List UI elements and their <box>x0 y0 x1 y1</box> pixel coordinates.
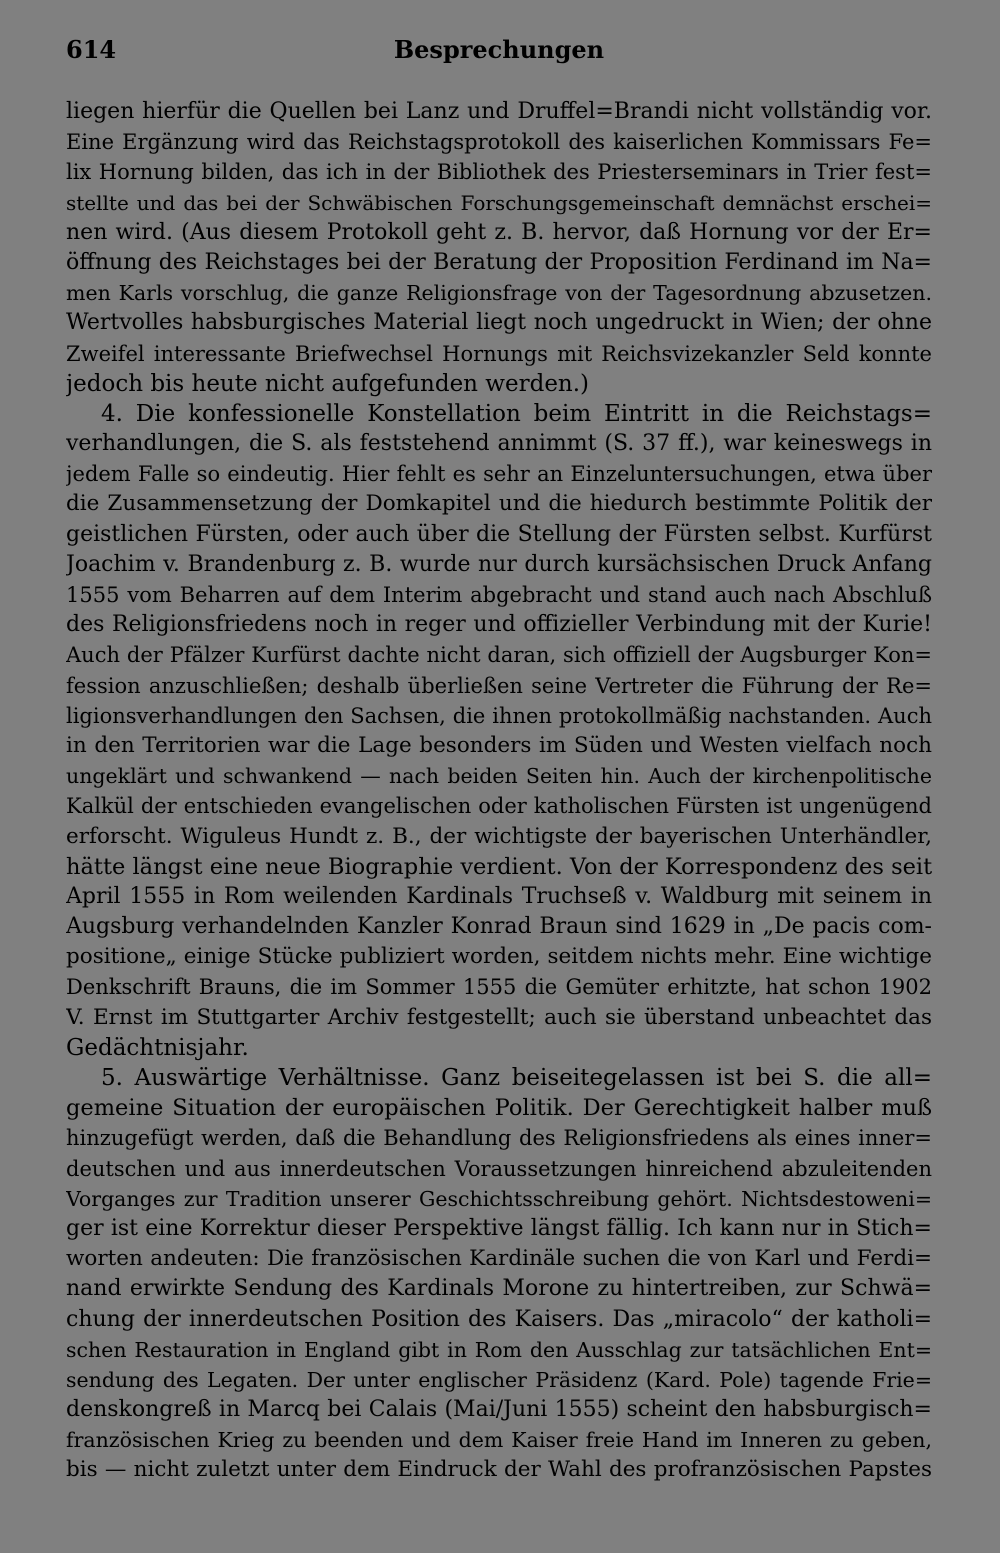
text-line: ungeklärt und schwankend — nach beiden Seiten hin. Auch der kirchenpolitische <box>66 764 932 789</box>
text-line: jedoch bis heute nicht aufgefunden werden.) <box>66 370 590 397</box>
text-line: erforscht. Wiguleus Hundt z. B., der wichtigste der bayerischen Unterhändler, <box>66 823 932 849</box>
text-line: nen wird. (Aus diesem Protokoll geht z. B. hervor, daß Hornung vor der Er= <box>66 219 932 245</box>
text-line: liegen hierfür die Quellen bei Lanz und Druffel=Brandi nicht vollständig vor. <box>66 99 932 124</box>
text-line: men Karls vorschlug, die ganze Religionsfrage von der Tagesordnung abzusetzen. <box>66 281 932 306</box>
text-line: Joachim v. Brandenburg z. B. wurde nur durch kursächsischen Druck Anfang <box>66 551 932 577</box>
section-heading-line: 4. Die konfessionelle Konstellation beim Eintritt in die Reichstags= <box>101 400 932 427</box>
text-line: Kalkül der entschieden evangelischen oder katholischen Fürsten ist ungenügend <box>66 794 932 819</box>
text-line: Wertvolles habsburgisches Material liegt noch ungedruckt in Wien; der ohne <box>66 310 932 336</box>
text-line: Denkschrift Brauns, die im Sommer 1555 die Gemüter erhitzte, hat schon 1902 <box>66 975 932 1000</box>
text-line: Eine Ergänzung wird das Reichstagsprotokoll des kaiserlichen Kommissars Fe= <box>66 130 932 155</box>
section-heading-line: 5. Auswärtige Verhältnisse. Ganz beiseitegelassen ist bei S. die all= <box>101 1065 932 1091</box>
text-line: worten andeuten: Die französischen Kardinäle suchen die von Karl und Ferdi= <box>66 1246 932 1272</box>
text-line: in den Territorien war die Lage besonders im Süden und Westen vielfach noch <box>66 732 932 758</box>
text-line: bis — nicht zuletzt unter dem Eindruck der Wahl des profranzösischen Papstes <box>66 1457 932 1483</box>
text-line: hinzugefügt werden, daß die Behandlung des Religionsfriedens als eines inner= <box>66 1126 932 1151</box>
text-line: April 1555 in Rom weilenden Kardinals Truchseß v. Waldburg mit seinem in <box>66 883 932 909</box>
text-line: öffnung des Reichstages bei der Beratung der Proposition Ferdinand im Na= <box>66 249 932 275</box>
text-line: ger ist eine Korrektur dieser Perspektive längst fällig. Ich kann nur in Stich= <box>66 1215 932 1241</box>
text-line: positione„ einige Stücke publiziert worden, seitdem nichts mehr. Eine wichtige <box>66 944 932 970</box>
text-line: nand erwirkte Sendung des Kardinals Morone zu hintertreiben, zur Schwä= <box>66 1276 932 1302</box>
page-header <box>66 34 932 66</box>
text-line: verhandlungen, die S. als feststehend annimmt (S. 37 ff.), war keineswegs in <box>66 431 932 457</box>
text-line: geistlichen Fürsten, oder auch über die Stellung der Fürsten selbst. Kurfürst <box>66 521 932 547</box>
running-head: Besprechungen <box>393 35 605 64</box>
text-line: lix Hornung bilden, das ich in der Bibliothek des Priesterseminars in Trier fest= <box>66 160 932 185</box>
text-line: Auch der Pfälzer Kurfürst dachte nicht daran, sich offiziell der Augsburger Kon= <box>66 643 932 668</box>
text-line: Vorganges zur Tradition unserer Geschichtsschreibung gehört. Nichtsdestoweni= <box>66 1186 932 1211</box>
text-line: französischen Krieg zu beenden und dem Kaiser freie Hand im Inneren zu geben, <box>66 1428 932 1453</box>
text-line: chung der innerdeutschen Position des Kaisers. Das „miracolo“ der katholi= <box>66 1306 932 1332</box>
body-text <box>66 97 932 1486</box>
text-line: hätte längst eine neue Biographie verdient. Von der Korrespondenz des seit <box>66 853 932 880</box>
text-line: sendung des Legaten. Der unter englischer Präsidenz (Kard. Pole) tagende Frie= <box>66 1367 932 1392</box>
book-page <box>66 0 932 1553</box>
text-line: ligionsverhandlungen den Sachsen, die ihnen protokollmäßig nachstanden. Auch <box>66 703 932 728</box>
text-line: die Zusammensetzung der Domkapitel und die hiedurch bestimmte Politik der <box>66 491 932 517</box>
text-line: des Religionsfriedens noch in reger und offizieller Verbindung mit der Kurie! <box>66 612 932 638</box>
text-line: deutschen und aus innerdeutschen Voraussetzungen hinreichend abzuleitenden <box>66 1156 932 1181</box>
text-line: jedem Falle so eindeutig. Hier fehlt es sehr an Einzeluntersuchungen, etwa über <box>66 462 932 487</box>
text-line: gemeine Situation der europäischen Politik. Der Gerechtigkeit halber muß <box>66 1095 932 1122</box>
text-line: schen Restauration in England gibt in Rom den Ausschlag zur tatsächlichen Ent= <box>66 1337 932 1362</box>
text-line: stellte und das bei der Schwäbischen Forschungsgemeinschaft demnächst erschei= <box>66 190 932 215</box>
text-line: 1555 vom Beharren auf dem Interim abgebracht und stand auch nach Abschluß <box>66 583 932 607</box>
text-line: V. Ernst im Stuttgarter Archiv festgestellt; auch sie überstand unbeachtet das <box>66 1004 932 1030</box>
text-line: Gedächtnisjahr. <box>66 1034 249 1061</box>
text-line: Zweifel interessante Briefwechsel Hornungs mit Reichsvizekanzler Seld konnte <box>66 341 932 366</box>
text-line: Augsburg verhandelnden Kanzler Konrad Braun sind 1629 in „De pacis com- <box>66 914 932 940</box>
page-number: 614 <box>66 35 117 64</box>
text-line: fession anzuschließen; deshalb überließen seine Vertreter die Führung der Re= <box>66 673 932 698</box>
text-line: denskongreß in Marcq bei Calais (Mai/Juni 1555) scheint den habsburgisch= <box>66 1397 932 1423</box>
